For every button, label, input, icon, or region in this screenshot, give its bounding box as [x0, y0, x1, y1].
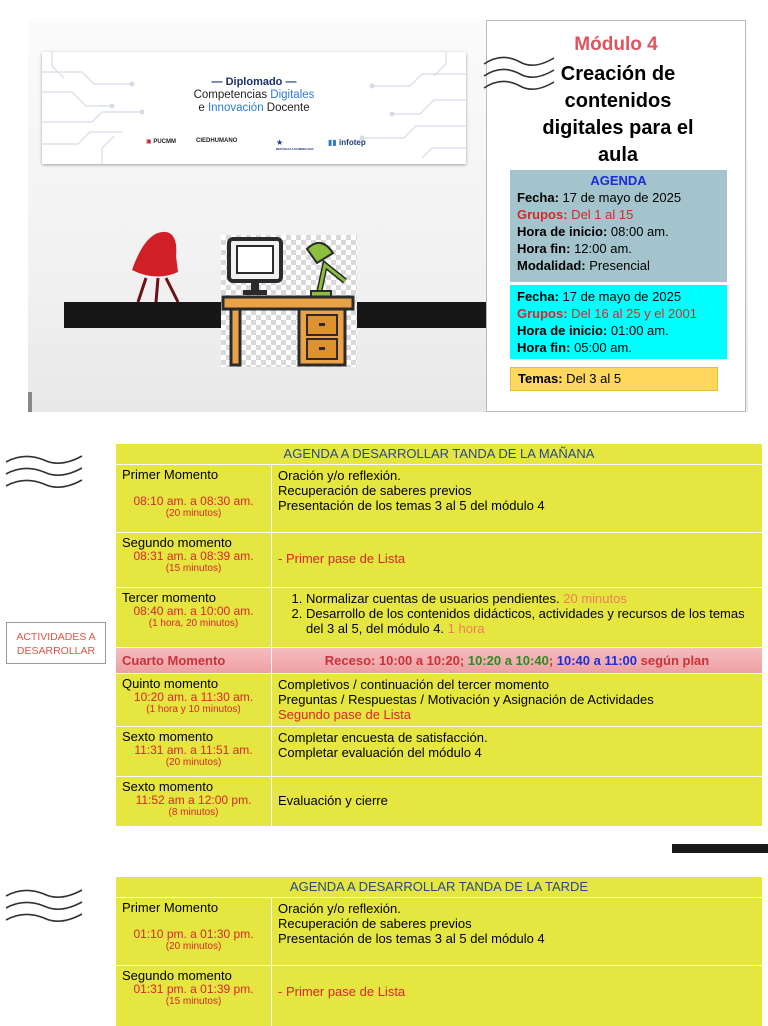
diploma-line-1b: Digitales — [270, 89, 315, 101]
diploma-line-1 — [42, 89, 466, 102]
activity-line: Presentación de los temas 3 al 5 del módulo 4 — [278, 498, 545, 513]
activity-line: - Primer pase de Lista — [278, 984, 406, 999]
desk-computer-icon — [221, 235, 357, 367]
activity-line: Recuperación de saberes previos — [278, 916, 472, 931]
moment-duration: (20 minutos) — [165, 757, 222, 768]
agenda2-hora-inicio: Hora de inicio: 01:00 am. — [517, 323, 669, 338]
moment-duration: (15 minutos) — [165, 563, 222, 574]
module-title: Creación de contenidos digitales para el aula — [542, 63, 694, 166]
agenda-hora-fin: Hora fin: 12:00 am. — [517, 241, 632, 256]
list-item: 2. Desarrollo de los contenidos didácticos, actividades y recursos de los temas del 3 al 5, del módulo 4. 1 hora — [306, 606, 756, 636]
table-row — [116, 727, 762, 777]
moment-time: 10:20 am. a 11:30 am. — [133, 690, 254, 704]
moment-duration: (15 minutos) — [165, 996, 222, 1007]
list-item: 1. Normalizar cuentas de usuarios pendientes. 20 minutos — [306, 591, 756, 606]
break-row — [116, 648, 762, 674]
decorative-bar — [672, 844, 768, 853]
slide-edge-mark — [28, 392, 32, 412]
moment-duration: (1 hora, 20 minutos) — [148, 618, 239, 629]
activity-line: Oración y/o reflexión. — [278, 468, 401, 483]
diploma-title: — Diplomado — — [211, 76, 297, 88]
moment-time: 08:40 am. a 10:00 am. — [133, 604, 254, 618]
moment-name: Quinto momento — [122, 676, 219, 691]
diploma-line-2 — [42, 102, 466, 115]
activity-line: Presentación de los temas 3 al 5 del módulo 4 — [278, 931, 545, 946]
partner-logos — [146, 134, 406, 158]
moment-duration: (20 minutos) — [165, 941, 222, 952]
activity-line: Recuperación de saberes previos — [278, 483, 472, 498]
agenda2-grupos: Grupos: Del 16 al 25 y el 2001 — [517, 306, 697, 321]
agenda-grupos: Grupos: Del 1 al 15 — [517, 207, 634, 222]
moment-time: 01:10 pm. a 01:30 pm. — [133, 927, 254, 941]
moment-name: Sexto momento — [122, 729, 214, 744]
agenda2-fecha: Fecha: 17 de mayo de 2025 — [517, 289, 682, 304]
agenda-afternoon-box — [510, 285, 727, 359]
moment-duration: (8 minutos) — [168, 807, 219, 818]
moment-name: Primer Momento — [122, 467, 219, 482]
diploma-line-1a: Competencias — [193, 89, 271, 101]
swirl-lines-icon — [4, 450, 84, 496]
diploma-line-2a: e — [198, 102, 208, 114]
table-row — [116, 533, 762, 588]
agenda2-hora-fin: Hora fin: 05:00 am. — [517, 340, 632, 355]
agenda-morning-box — [510, 170, 727, 282]
moment-time: 11:31 am. a 11:51 am. — [134, 743, 253, 757]
moment-time: 11:52 am a 12:00 pm. — [135, 793, 252, 807]
pucmm-logo: ▣ PUCMM — [146, 139, 177, 145]
table-row — [116, 966, 762, 1026]
table-row — [116, 898, 762, 966]
activity-line: Segundo pase de Lista — [278, 707, 411, 722]
break-schedule: Receso: 10:00 a 10:20; 10:20 a 10:40; 10:40 a 11:00 según plan — [324, 653, 710, 668]
swirl-lines-icon — [4, 884, 84, 930]
moment-name: Tercer momento — [122, 590, 216, 605]
moment-name: Segundo momento — [122, 968, 232, 983]
moment-duration: (1 hora y 10 minutos) — [146, 704, 241, 715]
table-row — [116, 588, 762, 648]
banner-heading — [42, 76, 466, 115]
agenda-fecha: Fecha: 17 de mayo de 2025 — [517, 190, 682, 205]
activity-line: Completar evaluación del módulo 4 — [278, 745, 482, 760]
agenda-label: AGENDA — [590, 173, 647, 188]
module-number: Módulo 4 — [574, 34, 658, 55]
morning-agenda-table — [116, 444, 762, 826]
diploma-banner — [42, 52, 466, 164]
afternoon-table-header: AGENDA A DESARROLLAR TANDA DE LA TARDE — [116, 877, 762, 898]
moment-name: Sexto momento — [122, 779, 214, 794]
moment-name: Cuarto Momento — [116, 648, 272, 673]
morning-table-header: AGENDA A DESARROLLAR TANDA DE LA MAÑANA — [116, 444, 762, 465]
activity-line: Completar encuesta de satisfacción. — [278, 730, 488, 745]
moment-name: Segundo momento — [122, 535, 232, 550]
table-row — [116, 777, 762, 826]
activity-line: Evaluación y cierre — [278, 793, 388, 808]
diploma-line-2b: Innovación — [207, 102, 264, 114]
moment-time: 08:31 am. a 08:39 am. — [133, 549, 254, 563]
ciedhumano-logo: CIEDHUMANO — [196, 138, 238, 144]
activity-line: - Primer pase de Lista — [278, 551, 406, 566]
moment-name: Primer Momento — [122, 900, 219, 915]
agenda-hora-inicio: Hora de inicio: 08:00 am. — [517, 224, 669, 239]
government-seal-logo: ★ REPÚBLICA DOMINICANA — [276, 138, 314, 151]
afternoon-agenda-table — [116, 877, 762, 1026]
moment-time: 08:10 am. a 08:30 am. — [133, 494, 254, 508]
moment-duration: (20 minutos) — [165, 508, 222, 519]
swirl-lines-icon — [482, 50, 556, 100]
table-row — [116, 465, 762, 533]
temas-box: Temas: Del 3 al 5 — [510, 367, 718, 391]
diploma-line-2c: Docente — [263, 102, 310, 114]
activity-line: Preguntas / Respuestas / Motivación y Asignación de Actividades — [278, 692, 654, 707]
activity-line: Oración y/o reflexión. — [278, 901, 401, 916]
agenda-modalidad: Modalidad: Presencial — [517, 258, 650, 273]
table-row — [116, 674, 762, 727]
red-chair-icon — [132, 232, 178, 302]
activities-label-box: ACTIVIDADES A DESARROLLAR — [6, 622, 106, 664]
infotep-logo: ▮▮ infotep — [328, 138, 366, 147]
activity-line: Completivos / continuación del tercer momento — [278, 677, 549, 692]
moment-time: 01:31 pm. a 01:39 pm. — [133, 982, 254, 996]
activity-list — [278, 591, 756, 636]
